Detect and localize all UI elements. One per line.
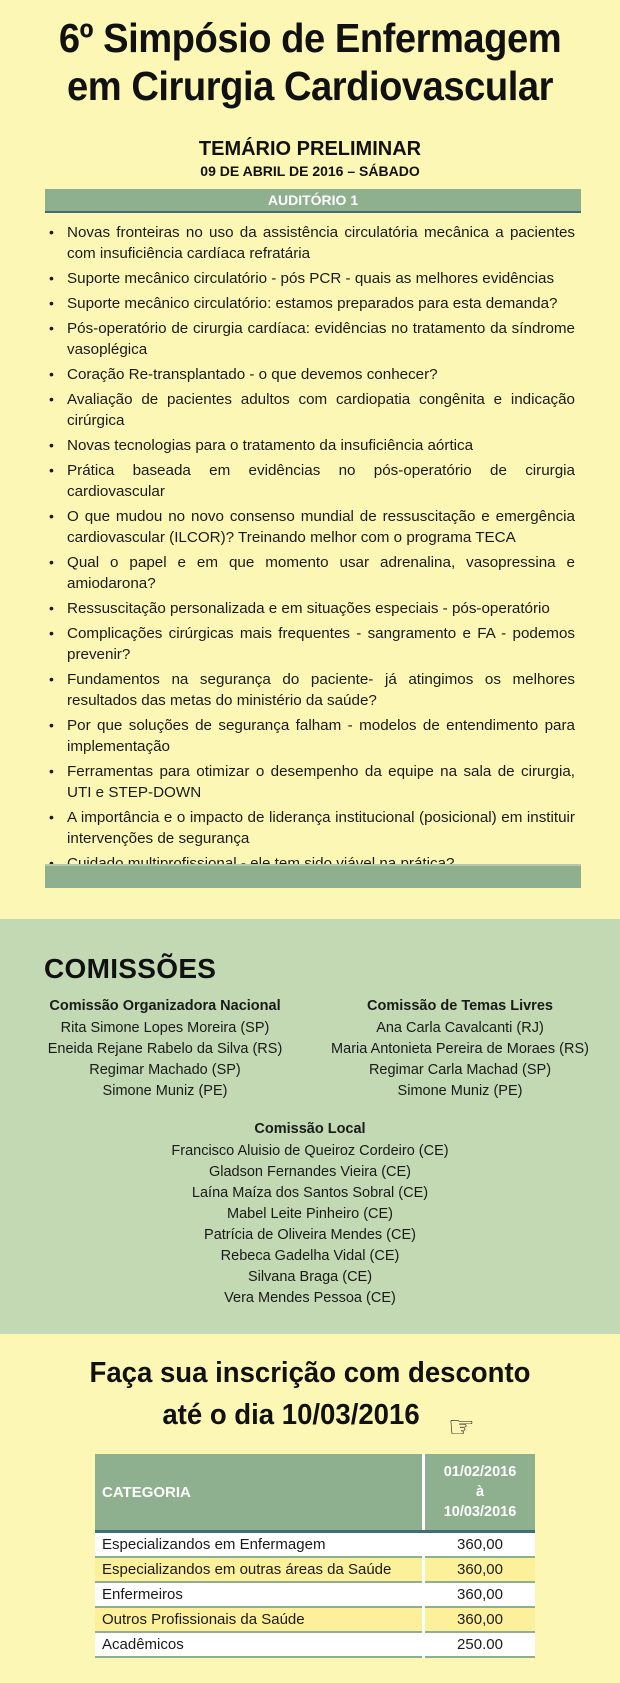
- topic-item: • Qual o papel e em que momento usar adrenalina, vasopressina e amiodarona?: [45, 552, 575, 594]
- free-themes-committee-title: Comissão de Temas Livres: [367, 998, 553, 1014]
- topic-item: • Ressuscitação personalizada e em situações especiais - pós-operatório: [45, 598, 575, 619]
- committee-member: Rita Simone Lopes Moreira (SP): [60, 1020, 270, 1036]
- registration-title-line-1: Faça sua inscrição com desconto: [89, 1357, 531, 1389]
- price-cell: 360,00: [424, 1582, 536, 1607]
- title-line-2: em Cirurgia Cardiovascular: [67, 63, 553, 109]
- table-row: [95, 1632, 535, 1657]
- free-themes-committee: [320, 996, 600, 1102]
- topic-item: • O que mudou no novo consenso mundial de ressuscitação e emergência cardiovascular (ILCOR)? Treinando melhor com o programa TECA: [45, 506, 575, 548]
- table-row: [95, 1532, 535, 1558]
- committee-member: Simone Muniz (PE): [397, 1083, 523, 1099]
- topic-item: • Pós-operatório de cirurgia cardíaca: evidências no tratamento da síndrome vasoplégica: [45, 318, 575, 360]
- topic-item: • Suporte mecânico circulatório - pós PCR - quais as melhores evidências: [45, 268, 575, 289]
- committee-member: Maria Antonieta Pereira de Moraes (RS): [331, 1041, 589, 1057]
- local-committee: [130, 1119, 490, 1309]
- category-cell: Especializandos em outras áreas da Saúde: [95, 1557, 424, 1582]
- topic-item: • Fundamentos na segurança do paciente- já atingimos os melhores resultados das metas do ministério da saúde?: [45, 669, 575, 711]
- topic-list: [45, 222, 575, 878]
- price-cell: 250.00: [424, 1632, 536, 1657]
- auditorium-label: AUDITÓRIO 1: [267, 192, 359, 208]
- title-line-1: 6º Simpósio de Enfermagem: [58, 15, 562, 61]
- pointing-hand-icon: ☞: [448, 1411, 475, 1444]
- topics-footer-bar: [45, 864, 581, 888]
- auditorium-bar: [45, 189, 581, 213]
- event-date: 09 DE ABRIL DE 2016 – SÁBADO: [200, 163, 420, 179]
- committee-member: Laína Maíza dos Santos Sobral (CE): [191, 1185, 429, 1201]
- committee-member: Eneida Rejane Rabelo da Silva (RS): [47, 1041, 283, 1057]
- registration-title-line-2: até o dia 10/03/2016: [162, 1399, 420, 1431]
- topic-item: • Suporte mecânico circulatório: estamos preparados para esta demanda?: [45, 293, 575, 314]
- registration-title: [0, 1352, 620, 1436]
- category-cell: Outros Profissionais da Saúde: [95, 1607, 424, 1632]
- category-cell: Enfermeiros: [95, 1582, 424, 1607]
- price-table-header: [95, 1454, 535, 1532]
- program-subtitle: TEMÁRIO PRELIMINAR: [198, 138, 422, 160]
- national-committee-title: Comissão Organizadora Nacional: [49, 998, 281, 1014]
- topic-item: • Coração Re-transplantado - o que devemos conhecer?: [45, 364, 575, 385]
- national-committee: [40, 996, 290, 1102]
- topic-item: • Por que soluções de segurança falham - modelos de entendimento para implementação: [45, 715, 575, 757]
- topic-item: • Novas tecnologias para o tratamento da insuficiência aórtica: [45, 435, 575, 456]
- period-column-header: 01/02/2016 à 10/03/2016: [424, 1454, 536, 1532]
- committee-member: Simone Muniz (PE): [102, 1083, 228, 1099]
- table-row: [95, 1557, 535, 1582]
- topic-item: • Complicações cirúrgicas mais frequentes - sangramento e FA - podemos prevenir?: [45, 623, 575, 665]
- price-cell: 360,00: [424, 1607, 536, 1632]
- committee-member: Mabel Leite Pinheiro (CE): [226, 1206, 394, 1222]
- topic-item: • Ferramentas para otimizar o desempenho da equipe na sala de cirurgia, UTI e STEP-DOWN: [45, 761, 575, 803]
- committee-member: Regimar Machado (SP): [89, 1062, 241, 1078]
- committee-member: Regimar Carla Machad (SP): [368, 1062, 552, 1078]
- category-column-header: CATEGORIA: [95, 1454, 424, 1532]
- committee-member: Patrícia de Oliveira Mendes (CE): [204, 1227, 416, 1243]
- committees-section: [0, 919, 620, 1334]
- local-committee-title: Comissão Local: [254, 1121, 366, 1137]
- committee-member: Gladson Fernandes Vieira (CE): [208, 1164, 412, 1180]
- topic-item: • Novas fronteiras no uso da assistência circulatória mecânica a pacientes com insuficiência cardíaca refratária: [45, 222, 575, 264]
- table-row: [95, 1607, 535, 1632]
- price-cell: 360,00: [424, 1532, 536, 1558]
- category-cell: Especializandos em Enfermagem: [95, 1532, 424, 1558]
- committee-member: Rebeca Gadelha Vidal (CE): [220, 1248, 400, 1264]
- committees-heading: COMISSÕES: [44, 953, 217, 984]
- category-cell: Acadêmicos: [95, 1632, 424, 1657]
- price-table: [95, 1454, 535, 1658]
- committee-member: Vera Mendes Pessoa (CE): [224, 1290, 396, 1306]
- topic-item: • Prática baseada em evidências no pós-operatório de cirurgia cardiovascular: [45, 460, 575, 502]
- price-cell: 360,00: [424, 1557, 536, 1582]
- committee-member: Ana Carla Cavalcanti (RJ): [376, 1020, 544, 1036]
- event-title: [0, 14, 620, 110]
- committee-member: Francisco Aluisio de Queiroz Cordeiro (CE): [171, 1143, 449, 1159]
- table-row: [95, 1582, 535, 1607]
- topic-item: • Avaliação de pacientes adultos com cardiopatia congênita e indicação cirúrgica: [45, 389, 575, 431]
- topic-item: • A importância e o impacto de liderança institucional (posicional) em instituir intervenções de segurança: [45, 807, 575, 849]
- committee-member: Silvana Braga (CE): [247, 1269, 373, 1285]
